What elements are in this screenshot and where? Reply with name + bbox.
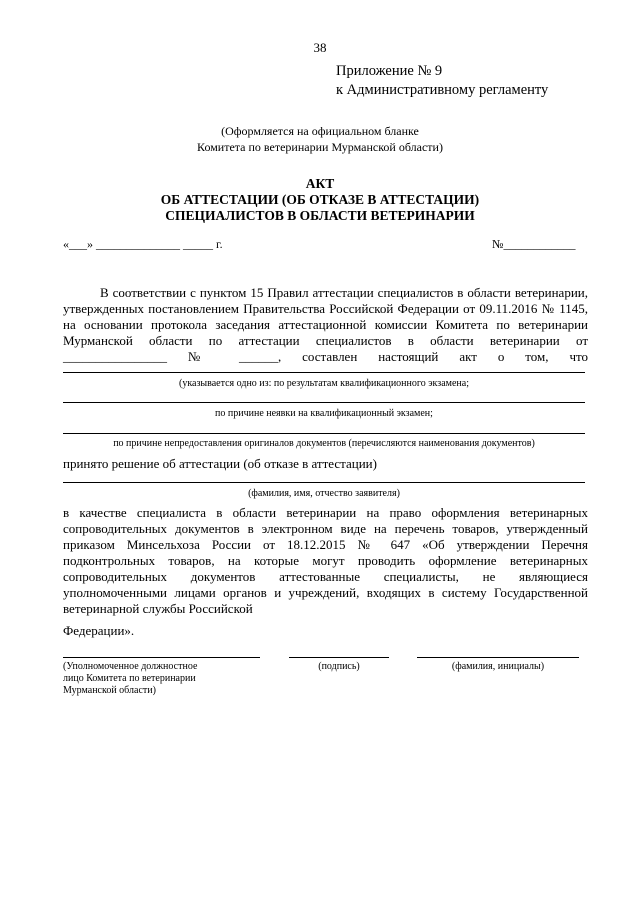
name-caption: (фамилия, инициалы) <box>451 661 545 672</box>
paragraph-2 <box>63 505 588 639</box>
appendix-heading <box>336 62 548 100</box>
official-caption <box>63 661 197 697</box>
fill-line <box>63 482 585 483</box>
paragraph-1-line: В соответствии с пунктом 15 Правил аттестации специалистов в области ветеринарии, <box>100 285 588 300</box>
caption-exam-results: (указывается одно из: по результатам квалификационного экзамена; <box>179 378 469 389</box>
title-line-3: СПЕЦИАЛИСТОВ В ОБЛАСТИ ВЕТЕРИНАРИИ <box>165 208 475 223</box>
name-line <box>417 657 579 658</box>
paragraph-1-line: на основании протокола заседания аттестационной комиссии Комитета по ветеринарии <box>63 317 588 332</box>
official-line <box>63 657 260 658</box>
document-title <box>0 176 640 224</box>
fill-line <box>63 402 585 403</box>
fill-line <box>63 433 585 434</box>
paragraph-2-line: уполномоченными лицами органов и учреждений, входящих в систему Государственной <box>63 585 588 600</box>
page-number: 38 <box>313 40 327 55</box>
appendix-line-1: Приложение № 9 <box>336 63 443 79</box>
paragraph-2-line: в качестве специалиста в области ветеринарии на право оформления ветеринарных <box>63 505 588 520</box>
title-line-2: ОБ АТТЕСТАЦИИ (ОБ ОТКАЗЕ В АТТЕСТАЦИИ) <box>160 192 480 207</box>
paragraph-1-line: ________________ № ______, составлен настоящий акт о том, что <box>63 349 588 364</box>
appendix-line-2: к Административному регламенту <box>336 82 549 98</box>
caption-applicant-name: (фамилия, имя, отчество заявителя) <box>248 488 400 499</box>
number-field: №____________ <box>492 237 576 251</box>
signature-caption: (подпись) <box>318 661 360 672</box>
title-line-1: АКТ <box>305 176 335 191</box>
date-field: «___» ______________ _____ г. <box>63 237 223 251</box>
decision-text: принято решение об аттестации (об отказе в аттестации) <box>63 456 377 471</box>
official-caption-line: (Уполномоченное должностное <box>63 661 198 672</box>
paragraph-1 <box>63 285 588 365</box>
blank-note-line-2: Комитета по ветеринарии Мурманской области) <box>197 140 443 154</box>
blank-note-line-1: (Оформляется на официальном бланке <box>221 124 419 138</box>
signature-line <box>289 657 389 658</box>
official-caption-line: лицо Комитета по ветеринарии <box>63 673 196 684</box>
paragraph-2-line: сопроводительных документов аттестованные специалисты, не являющиеся <box>63 569 588 584</box>
caption-no-show: по причине неявки на квалификационный экзамен; <box>215 408 433 419</box>
paragraph-1-line: Мурманской области по аттестации специалистов в области ветеринарии от <box>63 333 588 348</box>
paragraph-1-line: утвержденных постановлением Правительства Российской Федерации от 09.11.2016 № 1145, <box>63 301 588 316</box>
paragraph-2-line: ветеринарной службы Российской <box>63 601 253 616</box>
blank-note <box>0 123 640 155</box>
fill-line <box>63 372 585 373</box>
paragraph-2-line: Федерации». <box>63 623 135 638</box>
paragraph-2-line: сопроводительных документов в электронном виде на перечень товаров, утвержденный <box>63 521 588 536</box>
paragraph-2-line: приказом Минсельхоза России от 18.12.2015 № 647 «Об утверждении Перечня <box>63 537 588 552</box>
official-caption-line: Мурманской области) <box>63 685 156 696</box>
caption-no-documents: по причине непредоставления оригиналов документов (перечисляются наименования документов) <box>113 438 535 449</box>
paragraph-2-line: подконтрольных товаров, на которые могут проводить оформление ветеринарных <box>63 553 588 568</box>
